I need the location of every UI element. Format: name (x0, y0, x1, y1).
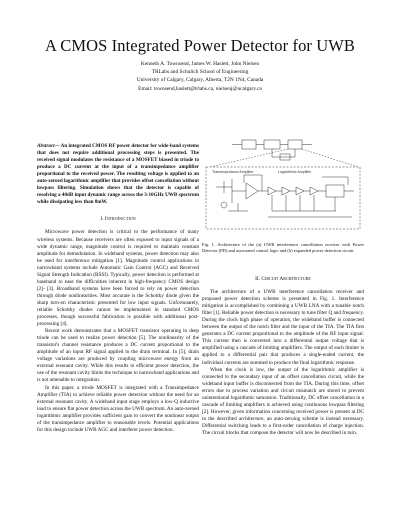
author-email: Email: townsend,haslett@trlabs.ca, nielsenj@ucalgary.ca (138, 85, 262, 92)
section-heading-introduction: I. Introduction (100, 216, 136, 223)
author-block (0, 60, 400, 93)
section-heading-architecture: II. Circuit Architecture (255, 276, 311, 282)
figure-label-tia: Transimpedance Amplifier (212, 170, 254, 174)
intro-paragraph: Microwave power detection is critical to the performance of many wireless systems. Because receivers are often exposed to input signals of a wide dynamic range, magnitude control is required to maintain constant amplitude for demodulation. In wideband systems, power detection may also be used for interference mitigation [1]. Magnitude control applications in narrowband systems include Automatic Gain Control (AGC) and Received Signal Strength Indication (RSSI). Typically, power detection is performed at baseband to ease the difficulties inherent in high-frequency CMOS design [2]- [3]. Broadband systems have been forced to rely on power detection through diode nonlinearities. Most accurate is the Schottky diode given the sharp turn-on characteristic presented for low input signals. Unfortunately, reliable Schottky diodes cannot be implemented in standard CMOS processes, though successful fabrication is possible with additional post-processing [4]. (37, 229, 199, 328)
figure-label-logamp: Logarithmic Amplifier (278, 170, 312, 174)
intro-paragraph: Recent work demonstrates that a MOSFET transistor operating in deep triode can be used to realize power detection [5]. The nonlinearity of the transistor's channel resistance produces a DC current proportional to the amplitude of an input RF signal applied to the drain terminal. In [5], drain voltage variations are produced by coupling microwave energy from an external resonant cavity. While this results in efficient power detection, the use of the resonant cavity limits the technique to narrowband applications and is not amenable to integration. (37, 328, 199, 384)
notch-filter-block (264, 140, 280, 149)
figure-caption: Fig. 1. Architecture of the (a) UWB interference cancellation receiver with Power Detector (PD) and associated control logic and (b) expanded power detection circuit (202, 242, 364, 253)
expanded-region (206, 167, 360, 229)
author-names: Kenneth A. Townsend, James W. Haslett, John Nielsen (140, 61, 260, 67)
right-column (202, 276, 364, 437)
figure-architecture (202, 137, 364, 233)
abstract-text: — An integrated CMOS RF power detector for wide-band systems that does not require additional processing steps is presented. The received signal modulates the resistance of a MOSFET biased in triode to produce a DC current at the input of a transimpedance amplifier proportional to the received power. The resulting voltage is applied to an auto-zeroed logarithmic amplifier that provides offset cancellation without lowpass filtering. Simulation shows that the detector is capable of resolving a 40dB input dynamic range across the 3-10GHz UWB spectrum while dissipating less than 8mW. (37, 143, 199, 206)
abstract-label: Abstract (37, 143, 55, 149)
architecture-paragraph: The architecture of a UWB interference cancellation receiver and proposed power detection scheme is presented in Fig. 1. Interference mitigation is accomplished by combining a UWB LNA with a tunable notch filter [1]. Reliable power detection is necessary to tune filter Q and frequency. During the clock high phase of operation, the wideband buffer is connected between the output of the notch filter and the input of the TIA. The TIA first generates a DC current proportional to the amplitude of the RF input signal. This current then is converted into a differential output voltage that is amplified using a cascade of limiting amplifiers. The output of each limiter is applied to a differential pair that produces a single-ended current, the individual currents are summed to produce the final logarithmic response. (202, 289, 364, 366)
lna-block (242, 140, 256, 149)
author-university: University of Calgary, Calgary, Alberta, T2N 1N4, Canada (136, 77, 264, 84)
author-lab: TRLabs and Schulich School of Engineering (151, 69, 249, 76)
abstract (37, 143, 199, 206)
architecture-paragraph: When the clock is low, the output of the logarithmic amplifier is connected to the secondary input of an offset cancellation circuit, while the wideband input buffer is disconnected from the TIA. During this time, offset errors due to process variation and circuit mismatch are stored to prevent unintentional logarithmic saturation. Traditionally, DC offset cancellation in a cascade of limiting amplifiers is achieved using continuous lowpass filtering [2]. However, given information concerning received power is present at DC in the described architecture, an auto-zeroing scheme is instead necessary. Differential switching leads to a first-order cancellation of charge injection. The circuit blocks that compose the detector will now be described in turn. (202, 366, 364, 436)
intro-paragraph: In this paper, a triode MOSFET is integrated with a Transimpedance Amplifier (TIA) to achieve reliable power detection without the need for an external resonant cavity. A wideband input stage employs a low-Q inductive load to ensure flat power detection across the UWB spectrum. An auto-zeroed logarithmic amplifier provides sufficient gain to convert the nonlinear output of the transimpedance amplifier to reasonable levels. Potential applications for this design include UWB AGC and interferer power detection. (37, 384, 199, 433)
circuit-diagram (202, 137, 364, 233)
left-column (37, 143, 199, 434)
offset-cancellation-block (326, 185, 344, 197)
pd-block (288, 140, 302, 149)
paper-title: A CMOS Integrated Power Detector for UWB (44, 36, 356, 55)
